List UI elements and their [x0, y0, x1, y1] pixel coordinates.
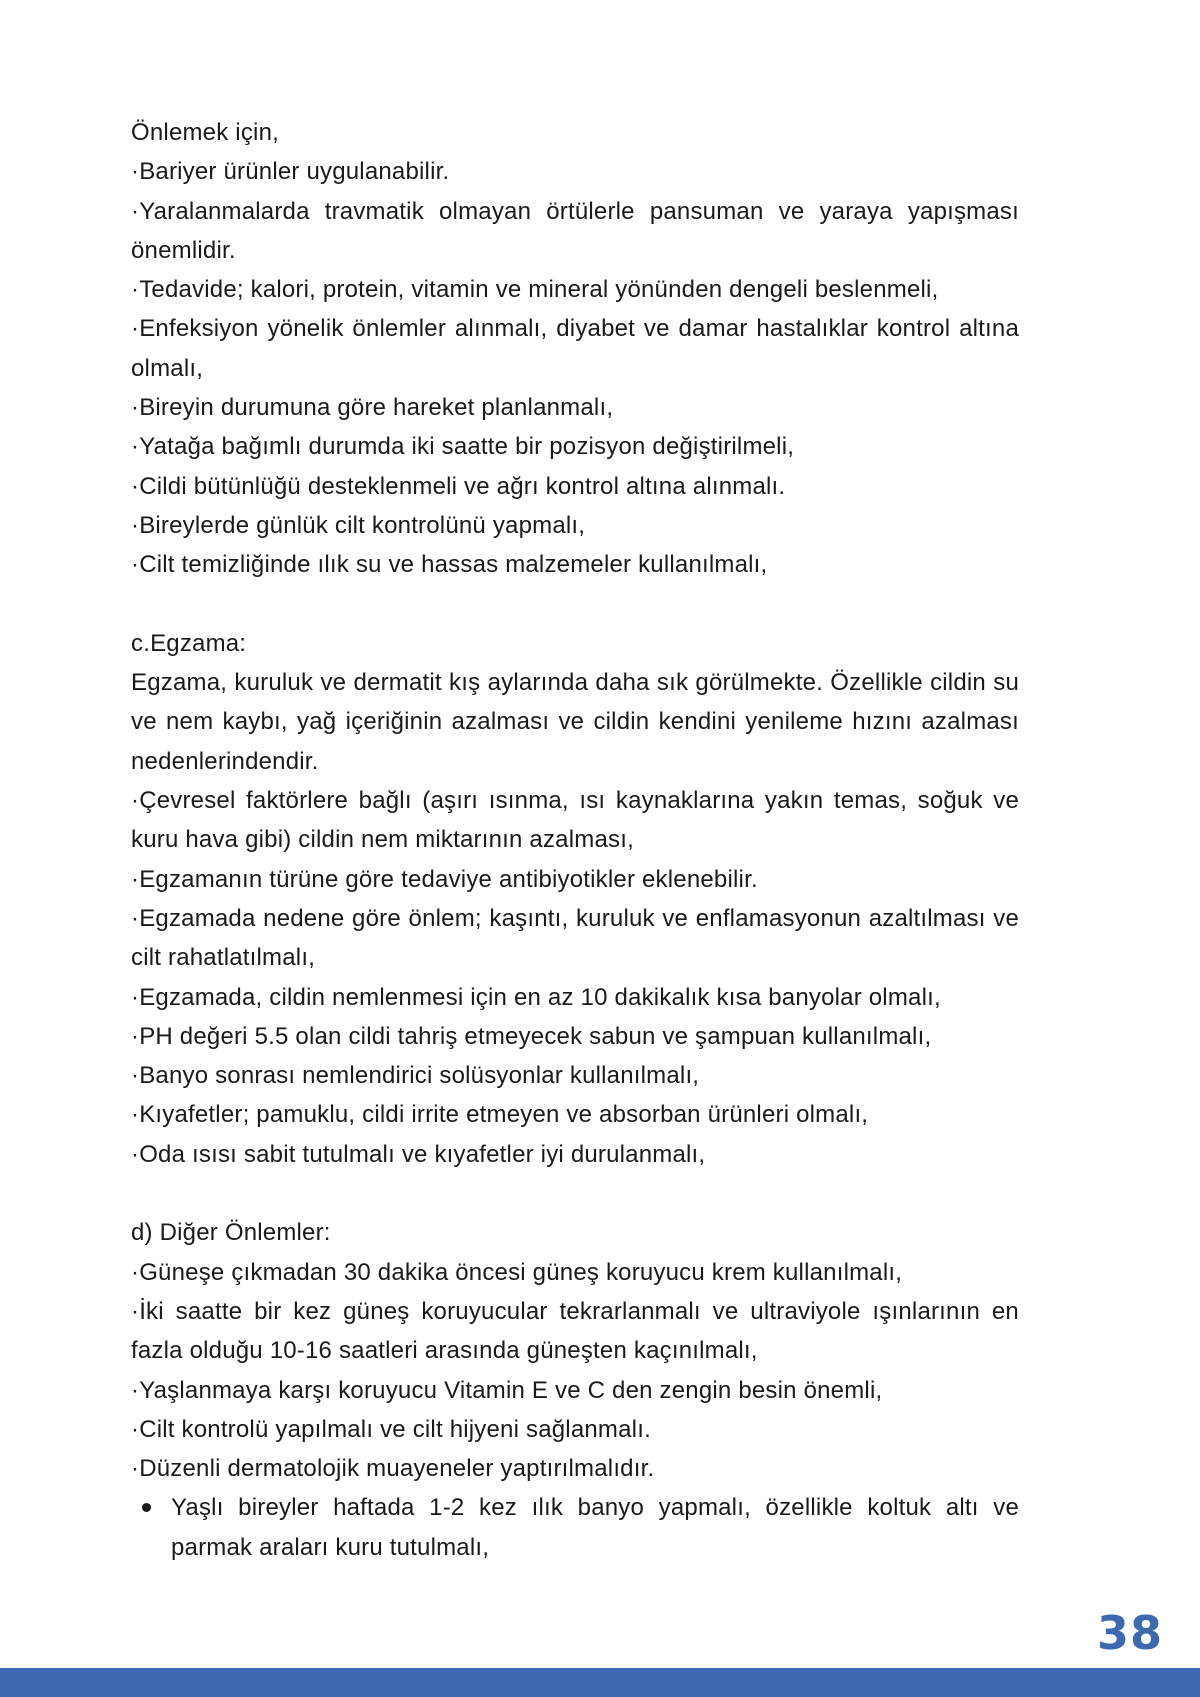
footer-bar — [0, 1668, 1200, 1697]
prevent-item: ·Bireyin durumuna göre hareket planlanmalı, — [131, 394, 614, 422]
other-item: ·Yaşlanmaya karşı koruyucu Vitamin E ve C den zengin besin önemli, — [131, 1376, 883, 1404]
eczema-item: ·Egzamanın türüne göre tedaviye antibiyotikler eklenebilir. — [131, 865, 758, 893]
other-item: ·Cilt kontrolü yapılmalı ve cilt hijyeni sağlanmalı. — [131, 1415, 651, 1443]
eczema-item: ·Egzamada, cildin nemlenmesi için en az 10 dakikalık kısa banyolar olmalı, — [131, 983, 941, 1011]
page-content — [131, 113, 1019, 1567]
other-item: ·Düzenli dermatolojik muayeneler yaptırılmalıdır. — [131, 1455, 655, 1483]
eczema-item: ·Egzamada nedene göre önlem; kaşıntı, kuruluk ve enflamasyonun azaltılması ve cilt rahatlatılmalı, — [131, 904, 1019, 972]
section-spacer — [131, 585, 1019, 624]
prevent-item: ·Bireylerde günlük cilt kontrolünü yapmalı, — [131, 511, 586, 539]
prevent-intro: Önlemek için, — [131, 119, 279, 146]
eczema-item: ·Kıyafetler; pamuklu, cildi irrite etmeyen ve absorban ürünleri olmalı, — [131, 1101, 869, 1129]
bullet-text: Yaşlı bireyler haftada 1-2 kez ılık banyo yapmalı, özellikle koltuk altı ve parmak araları kuru tutulmalı, — [171, 1494, 1019, 1561]
section-spacer — [131, 1174, 1019, 1213]
bullet-list — [131, 1488, 1019, 1567]
prevent-item: ·Cildi bütünlüğü desteklenmeli ve ağrı kontrol altına alınmalı. — [131, 472, 786, 500]
prevent-item: ·Yatağa bağımlı durumda iki saatte bir pozisyon değiştirilmeli, — [131, 433, 795, 461]
eczema-paragraph: Egzama, kuruluk ve dermatit kış aylarında daha sık görülmekte. Özellikle cildin su ve nem kaybı, yağ içeriğinin azalması ve cildin kendini yenileme hızını azalması nedenlerindendir. — [131, 669, 1019, 775]
eczema-item: ·PH değeri 5.5 olan cildi tahriş etmeyecek sabun ve şampuan kullanılmalı, — [131, 1022, 932, 1050]
eczema-heading: c.Egzama: — [131, 629, 247, 657]
eczema-item: ·Oda ısısı sabit tutulmalı ve kıyafetler iyi durulanmalı, — [131, 1140, 706, 1168]
prevent-item: ·Bariyer ürünler uygulanabilir. — [131, 158, 450, 186]
eczema-item: ·Çevresel faktörlere bağlı (aşırı ısınma, ısı kaynaklarına yakın temas, soğuk ve kuru hava gibi) cildin nem miktarının azalması, — [131, 787, 1019, 854]
page-number: 38 — [1096, 1606, 1163, 1660]
other-heading: d) Diğer Önlemler: — [131, 1219, 331, 1247]
eczema-item: ·Banyo sonrası nemlendirici solüsyonlar kullanılmalı, — [131, 1062, 700, 1090]
prevent-item: ·Tedavide; kalori, protein, vitamin ve mineral yönünden dengeli beslenmeli, — [131, 276, 939, 304]
bullet-item — [171, 1488, 1019, 1567]
other-item: ·Güneşe çıkmadan 30 dakika öncesi güneş koruyucu krem kullanılmalı, — [131, 1258, 903, 1286]
prevent-item: ·Cilt temizliğinde ılık su ve hassas malzemeler kullanılmalı, — [131, 551, 768, 579]
other-item: ·İki saatte bir kez güneş koruyucular tekrarlanmalı ve ultraviyole ışınlarının en fazla olduğu 10-16 saatleri arasında güneşten kaçınılmalı, — [131, 1297, 1019, 1365]
prevent-item: ·Enfeksiyon yönelik önlemler alınmalı, diyabet ve damar hastalıklar kontrol altına olmalı, — [131, 315, 1019, 382]
bullet-dot-icon — [142, 1503, 151, 1512]
prevent-item: ·Yaralanmalarda travmatik olmayan örtülerle pansuman ve yaraya yapışması önemlidir. — [131, 197, 1019, 264]
